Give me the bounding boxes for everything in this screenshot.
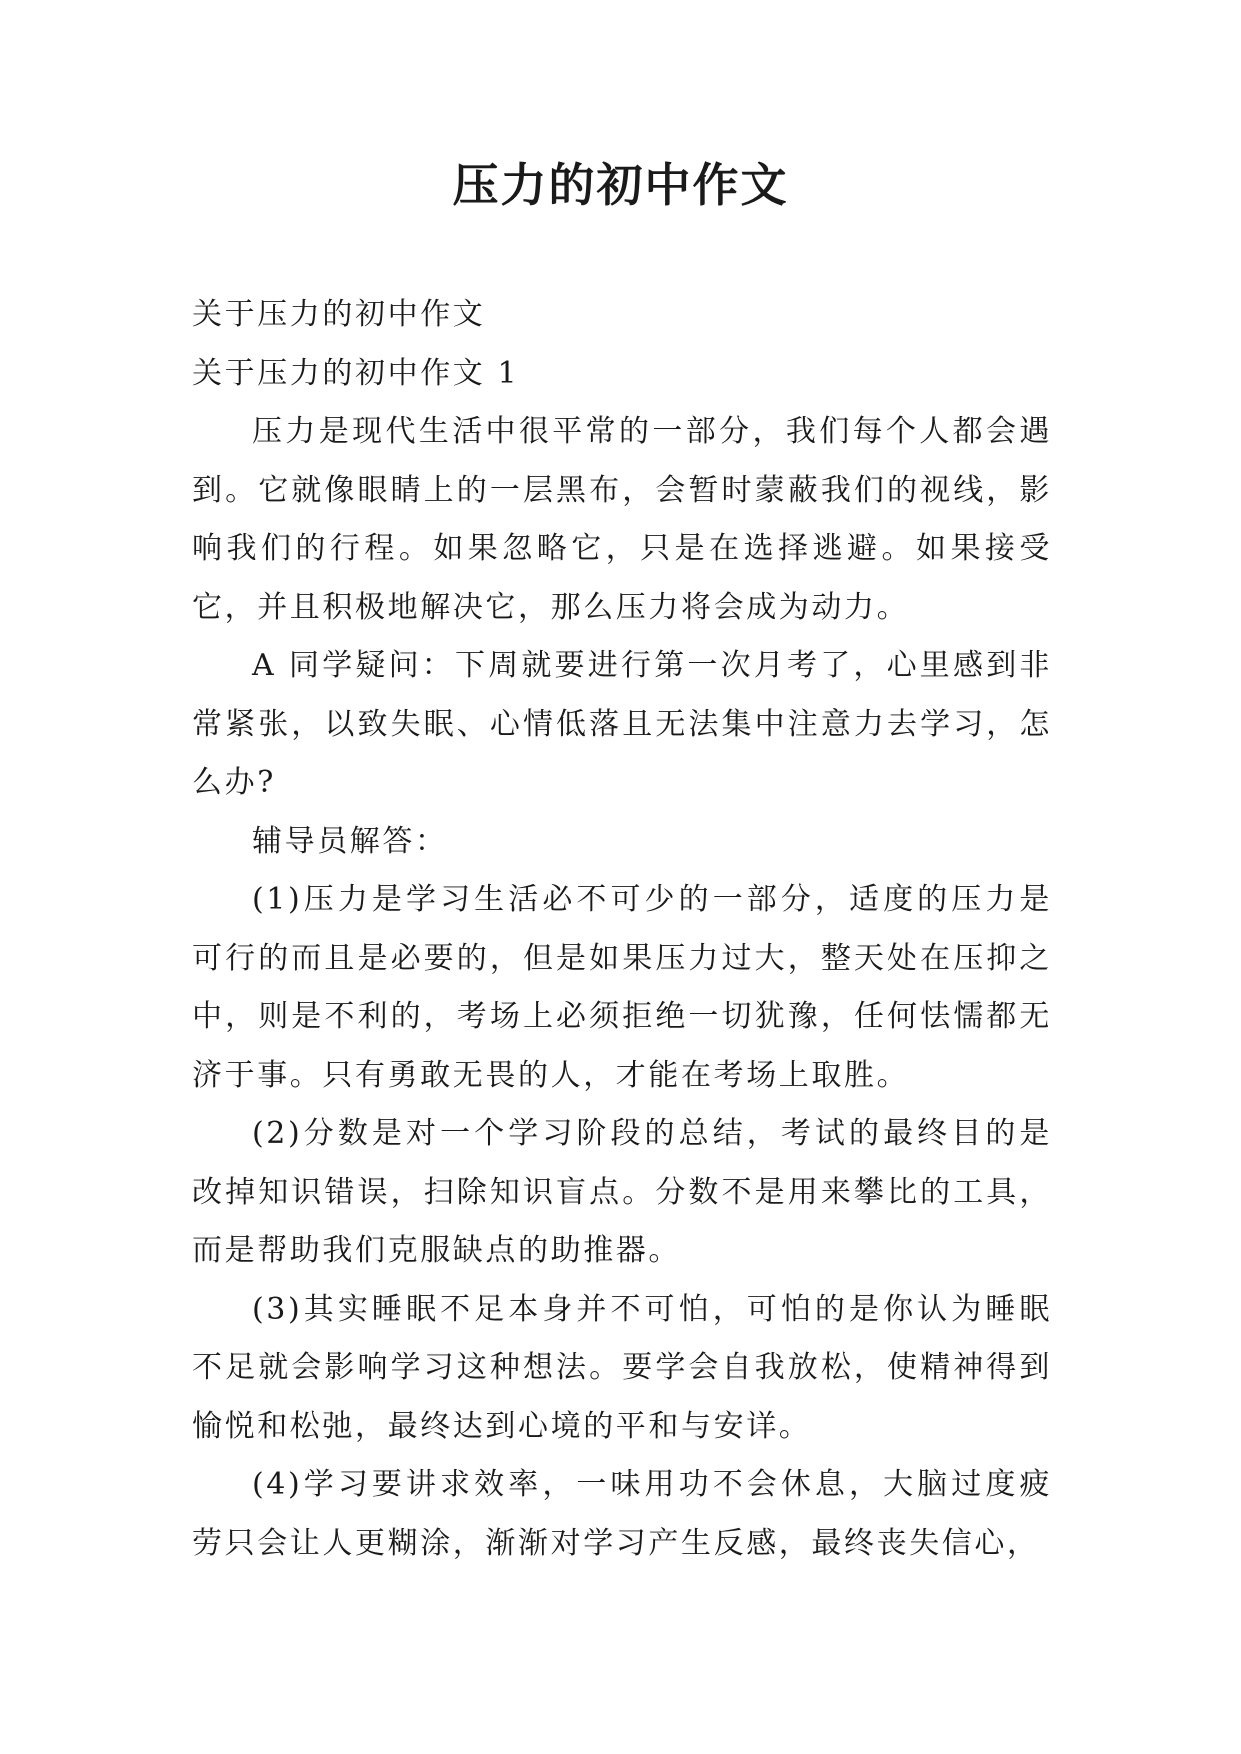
paragraph-answer-heading: 辅导员解答：	[252, 823, 448, 859]
essay-subheading: 关于压力的初中作文 1	[192, 355, 520, 391]
essay-heading: 关于压力的初中作文	[192, 297, 486, 332]
paragraph-question: A 同学疑问：下周就要进行第一次月考了，心里感到非常紧张，以致失眠、心情低落且无法集中注意力去学习，怎么办?	[192, 648, 1052, 800]
document-body	[192, 286, 1052, 1573]
paragraph-intro: 压力是现代生活中很平常的一部分，我们每个人都会遇到。它就像眼睛上的一层黑布，会暂时蒙蔽我们的视线，影响我们的行程。如果忽略它，只是在选择逃避。如果接受它，并且积极地解决它，那么压力将会成为动力。	[192, 414, 1052, 625]
paragraph-point-3: (3)其实睡眠不足本身并不可怕，可怕的是你认为睡眠不足就会影响学习这种想法。要学会自我放松，使精神得到愉悦和松弛，最终达到心境的平和与安详。	[192, 1291, 1052, 1444]
paragraph-point-2: (2)分数是对一个学习阶段的总结，考试的最终目的是改掉知识错误，扫除知识盲点。分数不是用来攀比的工具，而是帮助我们克服缺点的助推器。	[192, 1116, 1052, 1268]
paragraph-point-1: (1)压力是学习生活必不可少的一部分，适度的压力是可行的而且是必要的，但是如果压力过大，整天处在压抑之中，则是不利的，考场上必须拒绝一切犹豫，任何怯懦都无济于事。只有勇敢无畏的人，才能在考场上取胜。	[192, 882, 1052, 1093]
document-title: 压力的初中作文	[452, 158, 789, 212]
paragraph-point-4: (4)学习要讲求效率，一味用功不会休息，大脑过度疲劳只会让人更糊涂，渐渐对学习产生反感，最终丧失信心，	[192, 1467, 1052, 1561]
